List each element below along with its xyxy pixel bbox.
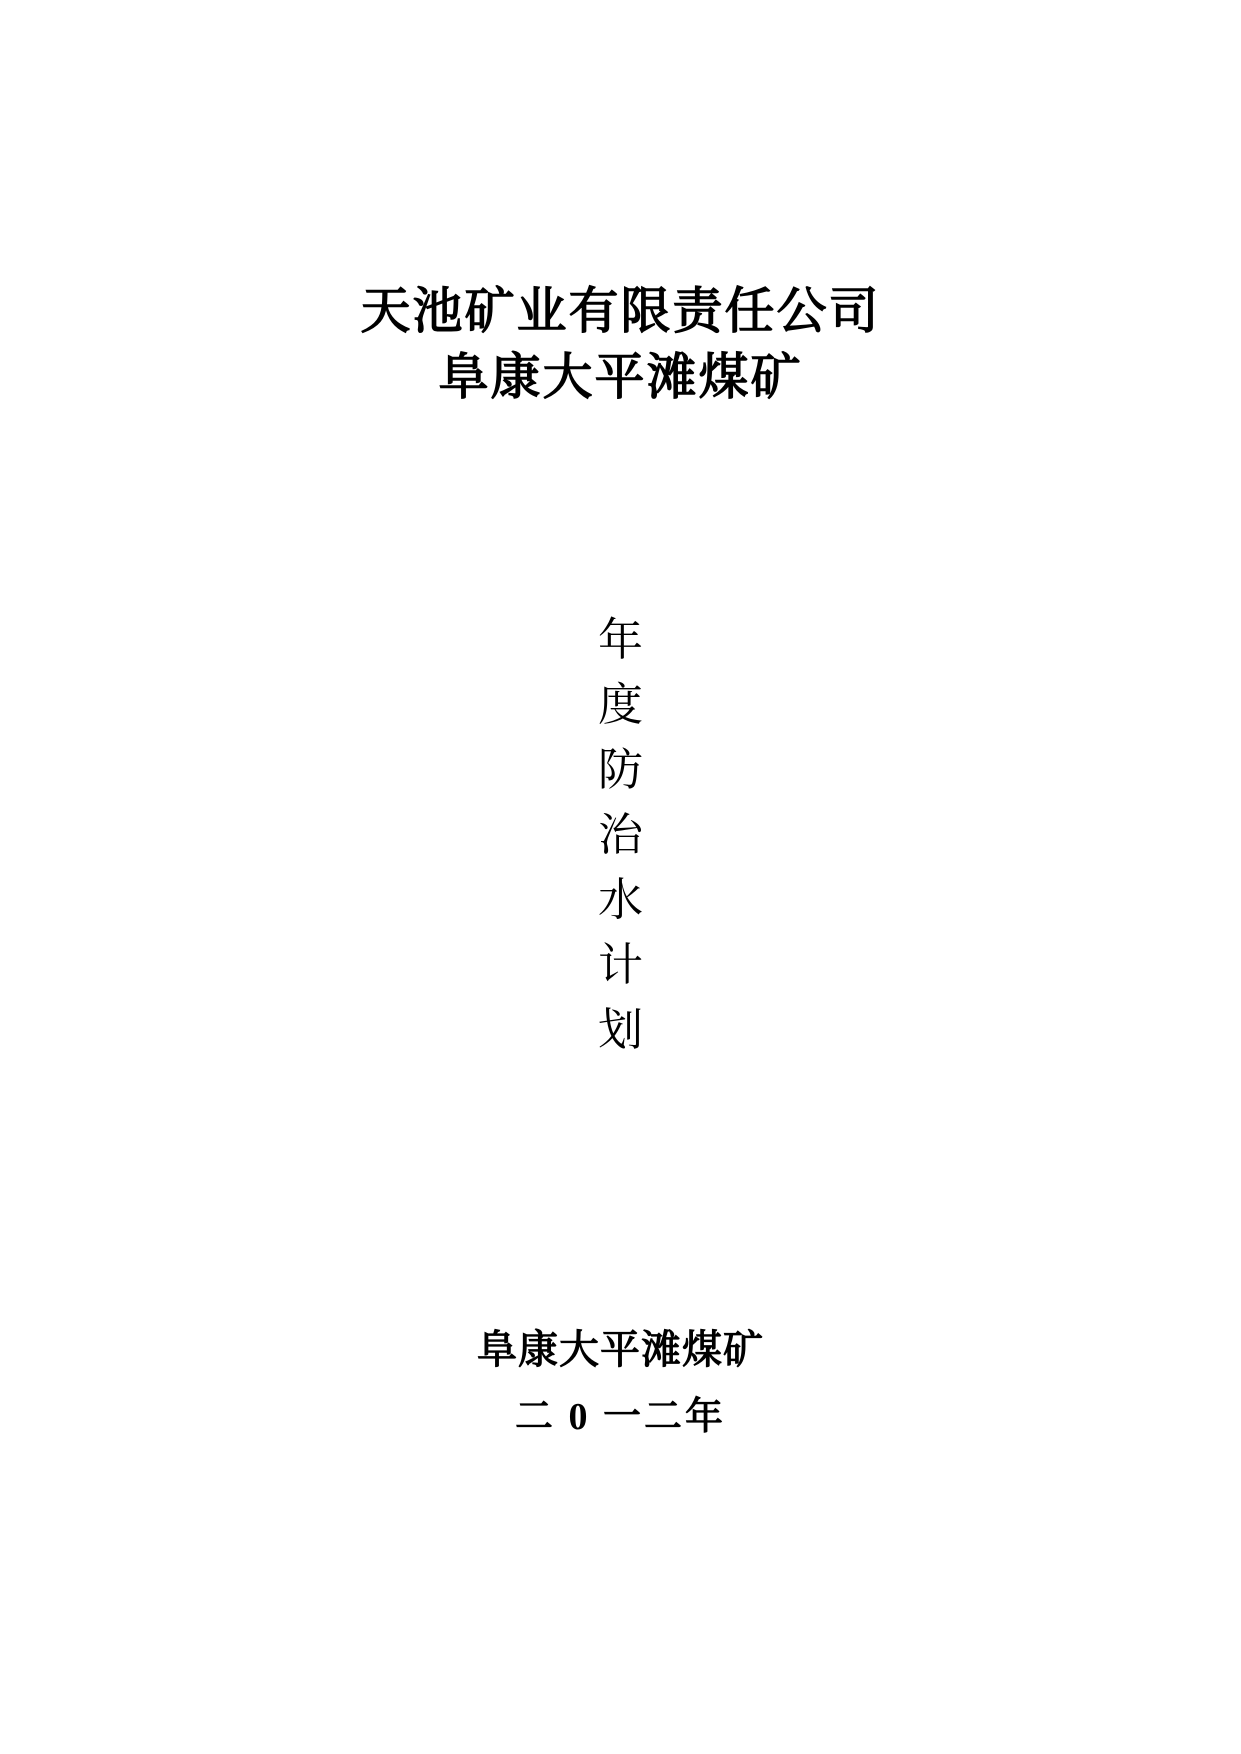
vertical-document-title — [0, 608, 1241, 1063]
company-title: 天池矿业有限责任公司 — [360, 283, 881, 339]
vertical-title-char: 度 — [597, 680, 643, 730]
title-block — [0, 278, 1241, 410]
vertical-title-char: 防 — [597, 745, 643, 795]
mine-title: 阜康大平滩煤矿 — [438, 349, 803, 405]
footer-organization: 阜康大平滩煤矿 — [477, 1327, 764, 1372]
vertical-title-char: 计 — [597, 940, 643, 990]
vertical-title-char: 水 — [597, 875, 643, 925]
vertical-title-char: 划 — [597, 1005, 643, 1055]
footer-year: 二 0 一二年 — [514, 1396, 726, 1438]
vertical-title-char: 治 — [597, 810, 643, 860]
vertical-title-char: 年 — [597, 615, 643, 665]
